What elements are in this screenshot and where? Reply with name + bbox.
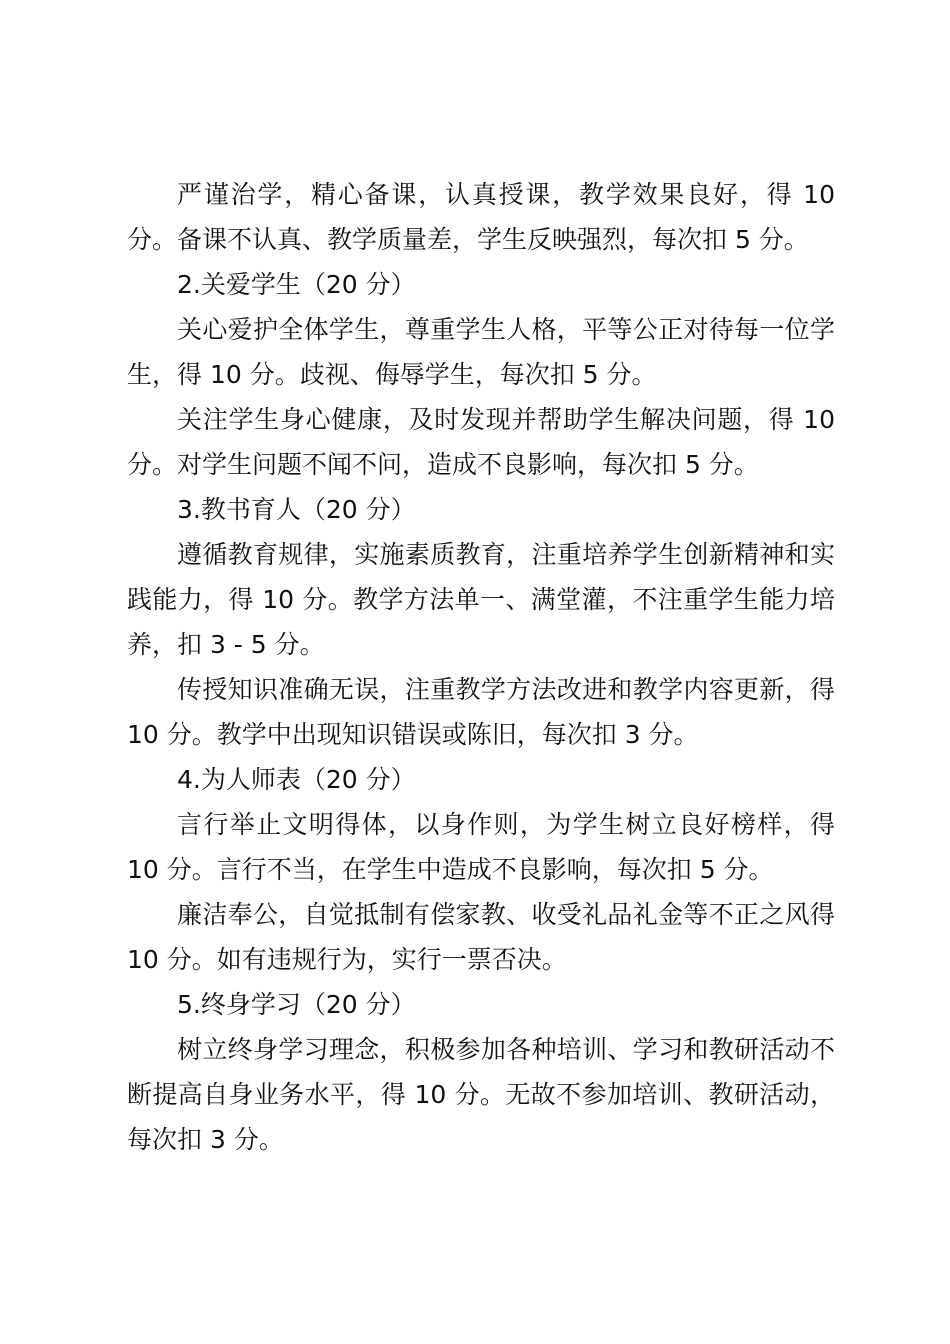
paragraph-care-all-students: 关心爱护全体学生，尊重学生人格，平等公正对待每一位学生，得 10 分。歧视、侮辱学生，每次扣 5 分。 [127, 315, 835, 389]
section-heading-role-model: 4.为人师表（20 分） [177, 765, 416, 794]
paragraph-knowledge-accuracy: 传授知识准确无误，注重教学方法改进和教学内容更新，得 10 分。教学中出现知识错误或陈旧，每次扣 3 分。 [127, 675, 835, 749]
document-body [127, 172, 835, 1162]
paragraph-education-rules: 遵循教育规律，实施素质教育，注重培养学生创新精神和实践能力，得 10 分。教学方法单一、满堂灌，不注重学生能力培养，扣 3 - 5 分。 [127, 540, 835, 659]
paragraph-rigorous-teaching: 严谨治学，精心备课，认真授课，教学效果良好，得 10 分。备课不认真、教学质量差，学生反映强烈，每次扣 5 分。 [127, 180, 835, 254]
section-heading-care-for-students: 2.关爱学生（20 分） [177, 270, 416, 299]
paragraph-conduct: 言行举止文明得体，以身作则，为学生树立良好榜样，得 10 分。言行不当，在学生中造成不良影响，每次扣 5 分。 [127, 810, 835, 884]
section-heading-teaching-and-educating: 3.教书育人（20 分） [177, 495, 416, 524]
section-heading-lifelong-learning: 5.终身学习（20 分） [177, 990, 416, 1019]
paragraph-student-health: 关注学生身心健康，及时发现并帮助学生解决问题，得 10 分。对学生问题不闻不问，造成不良影响，每次扣 5 分。 [127, 405, 835, 479]
paragraph-lifelong-learning: 树立终身学习理念，积极参加各种培训、学习和教研活动不断提高自身业务水平，得 10 分。无故不参加培训、教研活动，每次扣 3 分。 [127, 1035, 835, 1154]
paragraph-integrity: 廉洁奉公，自觉抵制有偿家教、收受礼品礼金等不正之风得 10 分。如有违规行为，实行一票否决。 [127, 900, 835, 974]
